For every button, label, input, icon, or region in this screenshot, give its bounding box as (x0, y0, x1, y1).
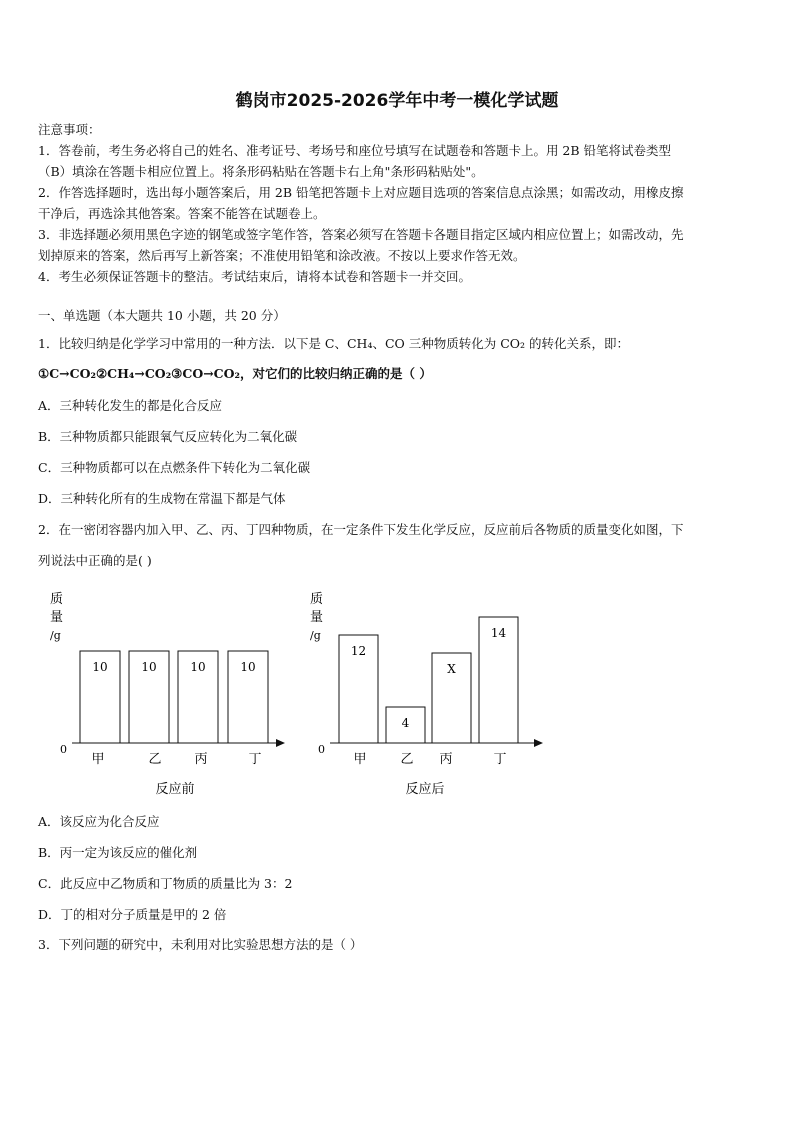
question-1-option-d: D．三种转化所有的生成物在常温下都是气体 (38, 491, 286, 506)
notice-line: 划掉原来的答案，然后再写上新答案；不准使用铅笔和涂改液。不按以上要求作答无效。 (38, 248, 526, 263)
notice-line: 4．考生必须保证答题卡的整洁。考试结束后，请将本试卷和答题卡一并交回。 (38, 269, 471, 284)
category-label: 丙 (194, 752, 208, 767)
notice-line: 3．非选择题必须用黑色字迹的钢笔或签字笔作答，答案必须写在答题卡各题目指定区域内相应位置上；如需改动，先 (38, 227, 684, 242)
question-1-option-a: A．三种转化发生的都是化合反应 (38, 398, 223, 413)
bar-value-label: 10 (190, 660, 206, 674)
x-axis-arrow (534, 739, 543, 747)
bar-value-label: 10 (141, 660, 157, 674)
bar-value-label: 14 (490, 626, 507, 640)
category-label: 丁 (248, 752, 262, 767)
ylabel-char: 量 (50, 610, 64, 625)
chart-after-ylabel (310, 592, 323, 642)
chart-title: 反应后 (405, 782, 445, 797)
question-2-stem-2: 列说法中正确的是( ) (38, 553, 152, 568)
question-2-option-c: C．此反应中乙物质和丁物质的质量比为 3：2 (38, 876, 293, 891)
origin-label: 0 (318, 743, 325, 756)
question-2-option-b: B．丙一定为该反应的催化剂 (38, 845, 198, 860)
ylabel-char: 质 (310, 592, 324, 607)
category-label: 乙 (400, 752, 414, 767)
x-axis-arrow (276, 739, 285, 747)
notice-line: （B）填涂在答题卡相应位置上。将条形码粘贴在答题卡右上角"条形码粘贴处"。 (38, 164, 484, 179)
question-1-stem-2: ①C→CO₂②CH₄→CO₂③CO→CO₂，对它们的比较归纳正确的是（ ） (38, 366, 432, 381)
category-label: 丙 (439, 752, 453, 767)
question-1-stem: 1．比较归纳是化学学习中常用的一种方法．以下是 C、CH₄、CO 三种物质转化为 CO₂ 的转化关系，即： (38, 336, 630, 351)
section-heading: 一、单选题（本大题共 10 小题，共 20 分） (38, 308, 286, 323)
notice-heading: 注意事项： (38, 122, 101, 137)
question-2-stem: 2．在一密闭容器内加入甲、乙、丙、丁四种物质，在一定条件下发生化学反应，反应前后各物质的质量变化如图，下 (38, 522, 684, 537)
chart-before-ylabel (50, 592, 63, 642)
notice-line: 2．作答选择题时，选出每小题答案后，用 2B 铅笔把答题卡上对应题目选项的答案信息点涂黑；如需改动，用橡皮擦 (38, 185, 684, 200)
category-label: 甲 (91, 752, 105, 767)
question-1-option-b: B．三种物质都只能跟氧气反应转化为二氧化碳 (38, 429, 298, 444)
bar-value-label: X (447, 662, 456, 676)
chart-title: 反应前 (155, 782, 195, 797)
ylabel-char: /g (310, 629, 321, 642)
notice-line: 1．答卷前，考生务必将自己的姓名、准考证号、考场号和座位号填写在试题卷和答题卡上。用 2B 铅笔将试卷类型 (38, 143, 672, 158)
ylabel-char: 质 (50, 592, 64, 607)
page-title: 鹤岗市2025-2026学年中考一模化学试题 (235, 91, 559, 111)
question-3-stem: 3．下列问题的研究中，未利用对比实验思想方法的是（ ） (38, 937, 363, 952)
question-2-option-a: A．该反应为化合反应 (38, 814, 160, 829)
bar-value-label: 12 (350, 644, 367, 658)
bar-value-label: 10 (92, 660, 108, 674)
category-label: 甲 (353, 752, 367, 767)
question-1-option-c: C．三种物质都可以在点燃条件下转化为二氧化碳 (38, 460, 311, 475)
category-label: 丁 (493, 752, 507, 767)
chart-before-reaction (40, 585, 300, 800)
bar-value-label: 4 (401, 716, 410, 730)
question-2-option-d: D．丁的相对分子质量是甲的 2 倍 (38, 907, 227, 922)
ylabel-char: /g (50, 629, 61, 642)
category-label: 乙 (148, 752, 162, 767)
notice-line: 干净后，再选涂其他答案。答案不能答在试题卷上。 (38, 206, 326, 221)
bar-value-label: 10 (240, 660, 256, 674)
chart-after-reaction (300, 585, 560, 800)
origin-label: 0 (60, 743, 67, 756)
ylabel-char: 量 (310, 610, 324, 625)
